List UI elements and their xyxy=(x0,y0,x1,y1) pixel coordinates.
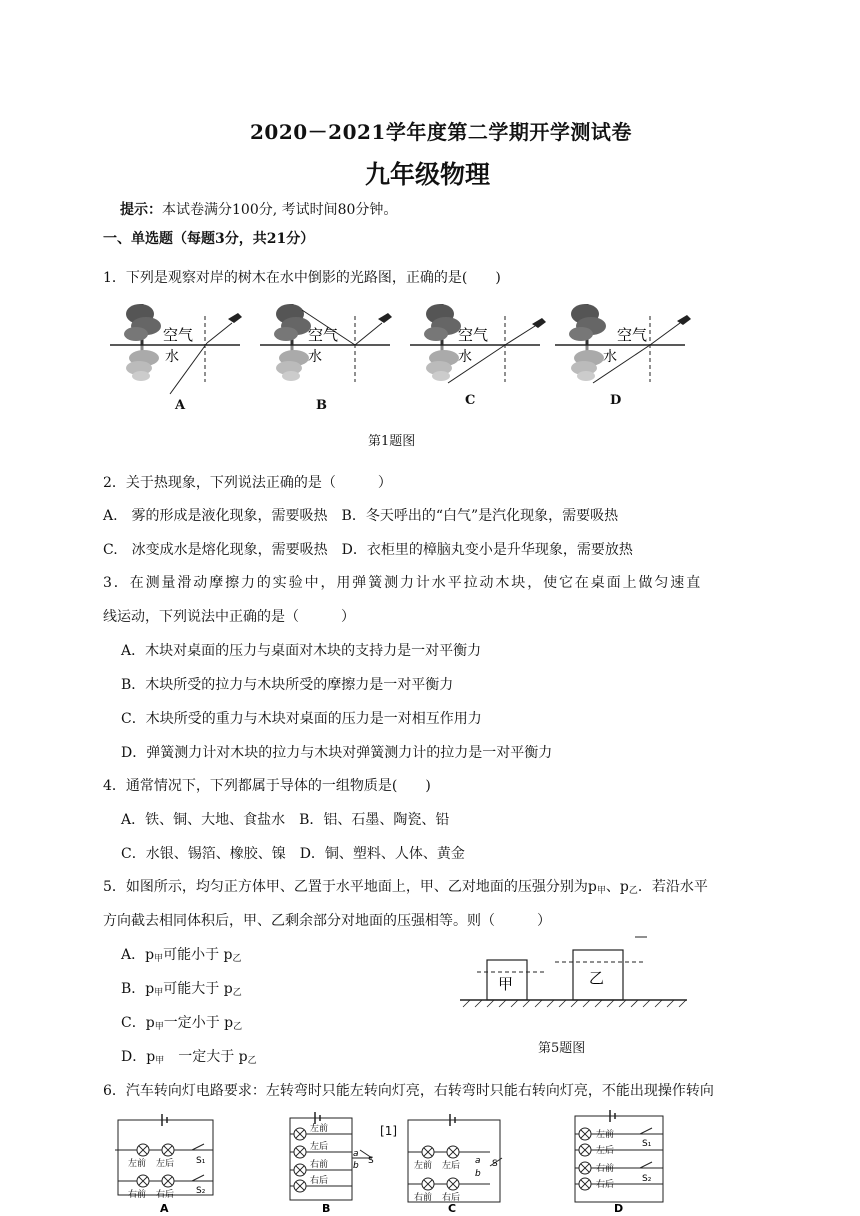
q5-d-sub2: 乙 xyxy=(247,1056,257,1066)
q6-d-label-s1: S₁ xyxy=(642,1139,652,1149)
q5-b-sub2: 乙 xyxy=(232,988,242,998)
q6-a-label-rf: 右前 xyxy=(128,1190,147,1200)
q3-stem-line2: 线运动，下列说法中正确的是（ ） xyxy=(103,609,355,625)
q6-d-label-rf: 右前 xyxy=(596,1164,615,1174)
q5-d-sub1: 甲 xyxy=(155,1056,165,1066)
q6-d-label-rb: 右后 xyxy=(596,1180,615,1190)
q1-option-d: D xyxy=(610,393,622,408)
q3-option-c: C．木块所受的重力与木块对桌面的压力是一对相互作用力 xyxy=(121,711,482,727)
q1-panel-c xyxy=(410,304,546,383)
q5-a-pre: A．p xyxy=(121,947,155,963)
q2-options-line1: A. 雾的形成是液化现象，需要吸热 B．冬天呼出的“白气”是汽化现象，需要吸热 xyxy=(103,508,619,524)
q5-label-yi: 乙 xyxy=(589,969,605,987)
q5-stem-part-b: ．若沿水平 xyxy=(637,879,708,895)
q1-b-water-label: 水 xyxy=(308,349,322,365)
q5-sub-yi: 乙 xyxy=(628,886,638,896)
q5-option-d xyxy=(121,1047,257,1071)
q5-stem-part-a: 5．如图所示，均匀正方体甲、乙置于水平地面上，甲、乙对地面的压强分别为p xyxy=(103,879,597,895)
q1-a-air-label: 空气 xyxy=(163,326,194,344)
q5-a-mid: 可能小于 p xyxy=(163,947,233,963)
q6-d-label-lf: 左前 xyxy=(596,1130,615,1140)
q3-option-d: D．弹簧测力计对木块的拉力与木块对弹簧测力计的拉力是一对平衡力 xyxy=(121,745,553,761)
q1-panel-b xyxy=(260,304,392,382)
q6-option-b: B xyxy=(322,1202,331,1214)
q6-a-label-s1: S₁ xyxy=(196,1156,206,1166)
q5-sub-jia: 甲 xyxy=(596,886,606,896)
q5-option-a xyxy=(121,945,242,969)
hint-line xyxy=(120,200,397,220)
q6-b-label-s: S xyxy=(368,1156,374,1166)
q5-label-jia: 甲 xyxy=(498,975,514,993)
q5-caption: 第5题图 xyxy=(538,1041,586,1056)
hint-label: 提示： xyxy=(120,202,162,218)
q6-a-label-s2: S₂ xyxy=(196,1186,206,1196)
q6-a-label-lb: 左后 xyxy=(156,1159,175,1169)
q1-panel-a xyxy=(110,304,242,394)
q1-option-c: C xyxy=(465,393,476,408)
q6-b-label-lf: 左前 xyxy=(310,1124,329,1134)
q4-options-line2: C．水银、锡箔、橡胶、镍 D．铜、塑料、人体、黄金 xyxy=(121,846,465,862)
section-1-heading: 一、单选题（每题3分，共21分） xyxy=(103,231,315,247)
q6-b-label-rb: 右后 xyxy=(310,1176,329,1186)
q1-panel-d xyxy=(555,304,691,383)
q1-caption: 第1题图 xyxy=(368,434,416,449)
q5-c-sub2: 乙 xyxy=(233,1022,243,1032)
q6-a-label-rb: 右后 xyxy=(156,1190,175,1200)
page-number-value: 1 xyxy=(384,1124,393,1138)
page-number: [1] xyxy=(380,1124,398,1138)
q4-options-line1: A．铁、铜、大地、食盐水 B．铝、石墨、陶瓷、铅 xyxy=(121,812,450,828)
q5-option-c xyxy=(121,1013,242,1037)
q1-stem: 1．下列是观察对岸的树木在水中倒影的光路图，正确的是( ) xyxy=(103,270,501,286)
q1-c-air-label: 空气 xyxy=(458,326,489,344)
q1-d-air-label: 空气 xyxy=(617,326,648,344)
q5-c-sub1: 甲 xyxy=(154,1022,164,1032)
q6-d-label-s2: S₂ xyxy=(642,1174,652,1184)
q6-c-label-a: a xyxy=(475,1156,481,1166)
q5-d-mid: 一定大于 p xyxy=(164,1049,248,1065)
hint-text: 本试卷满分100分, 考试时间80分钟。 xyxy=(162,202,398,218)
q5-a-sub1: 甲 xyxy=(154,954,164,964)
q6-b-label-b: b xyxy=(353,1161,359,1171)
q5-stem-line2: 方向截去相同体积后，甲、乙剩余部分对地面的压强相等。则（ ） xyxy=(103,913,551,929)
q5-b-pre: B．p xyxy=(121,981,155,997)
q5-diagram xyxy=(455,935,695,1015)
q6-b-label-a: a xyxy=(353,1149,359,1159)
q4-stem: 4．通常情况下，下列都属于导体的一组物质是( ) xyxy=(103,778,431,794)
q6-c-label-lb: 左后 xyxy=(442,1161,461,1171)
q5-a-sub2: 乙 xyxy=(232,954,242,964)
q5-b-sub1: 甲 xyxy=(154,988,164,998)
q1-a-water-label: 水 xyxy=(165,349,179,365)
q6-a-label-lf: 左前 xyxy=(128,1159,147,1169)
q6-c-label-lf: 左前 xyxy=(414,1161,433,1171)
q6-c-label-rb: 右后 xyxy=(442,1193,461,1203)
q3-option-a: A．木块对桌面的压力与桌面对木块的支持力是一对平衡力 xyxy=(121,643,482,659)
q3-stem-line1: 3．在测量滑动摩擦力的实验中，用弹簧测力计水平拉动木块，使它在桌面上做匀速直 xyxy=(103,575,703,591)
q6-option-c: C xyxy=(448,1202,457,1214)
q6-option-d: D xyxy=(614,1202,624,1214)
q6-c-label-s: S xyxy=(492,1159,498,1169)
q5-c-pre: C．p xyxy=(121,1015,155,1031)
q2-stem: 2．关于热现象，下列说法正确的是（ ） xyxy=(103,475,392,491)
q2-options-line2: C. 冰变成水是熔化现象，需要吸热 D．衣柜里的樟脑丸变小是升华现象，需要放热 xyxy=(103,542,633,558)
q6-c-label-rf: 右前 xyxy=(414,1193,433,1203)
q5-option-b xyxy=(121,979,242,1003)
q5-stem-sep: 、p xyxy=(605,879,629,895)
q1-b-air-label: 空气 xyxy=(308,326,339,344)
q1-option-a: A xyxy=(175,398,186,413)
q1-d-water-label: 水 xyxy=(603,349,617,365)
q6-b-label-rf: 右前 xyxy=(310,1160,329,1170)
q6-option-a: A xyxy=(160,1202,169,1214)
q6-c-label-b: b xyxy=(475,1169,481,1179)
q5-c-mid: 一定小于 p xyxy=(163,1015,234,1031)
q6-b-label-lb: 左后 xyxy=(310,1142,329,1152)
q5-d-pre: D．p xyxy=(121,1049,156,1065)
q6-stem: 6．汽车转向灯电路要求：左转弯时只能左转向灯亮，右转弯时只能右转向灯亮，不能出现操作转向 xyxy=(103,1083,714,1099)
q5-stem-line1 xyxy=(103,877,708,901)
q6-d-label-lb: 左后 xyxy=(596,1146,615,1156)
exam-subtitle: 九年级物理 xyxy=(365,160,491,189)
q5-b-mid: 可能大于 p xyxy=(163,981,233,997)
q1-c-water-label: 水 xyxy=(458,349,472,365)
exam-title: 2020－2021学年度第二学期开学测试卷 xyxy=(250,120,632,144)
q3-option-b: B．木块所受的拉力与木块所受的摩擦力是一对平衡力 xyxy=(121,677,454,693)
q1-option-b: B xyxy=(316,398,327,413)
